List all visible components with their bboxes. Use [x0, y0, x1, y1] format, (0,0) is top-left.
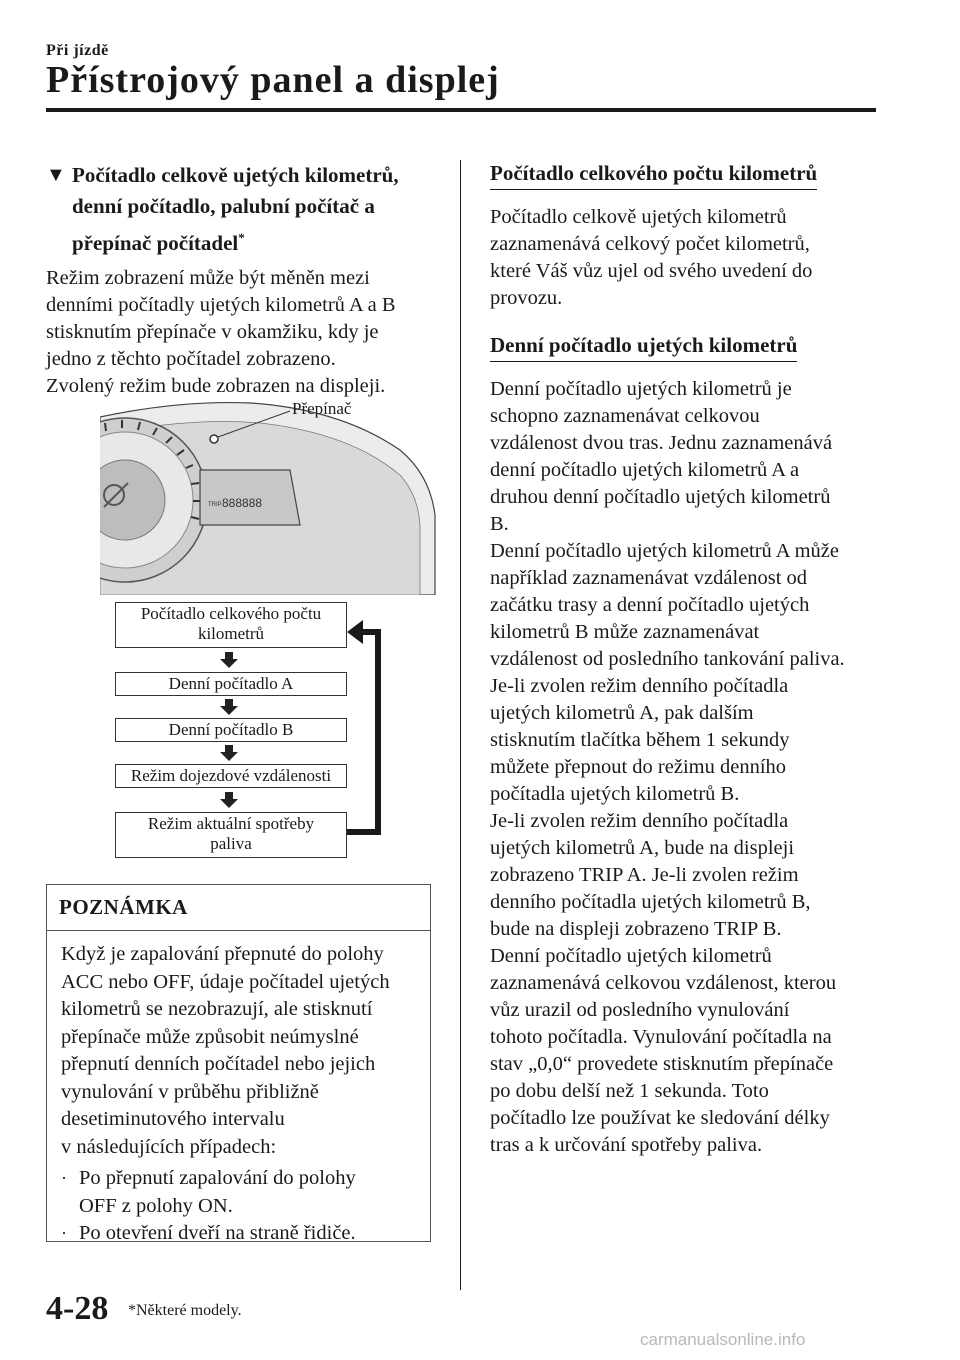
- flow-box-odometer: Počítadlo celkového počtu kilometrů: [115, 602, 347, 648]
- flow-box-trip-b: Denní počítadlo B: [115, 718, 347, 742]
- flow-box-trip-a: Denní počítadlo A: [115, 672, 347, 696]
- page-number: 4-28: [46, 1290, 109, 1327]
- page-title: Přístrojový panel a displej: [46, 59, 500, 101]
- heading-triangle-icon: ▼: [46, 164, 66, 186]
- column-divider: [460, 160, 461, 1290]
- arrow-down-icon: [220, 652, 238, 668]
- arrow-down-icon: [220, 792, 238, 808]
- flow-box-fuel-economy: Režim aktuální spotřeby paliva: [115, 812, 347, 858]
- bullet-dot-icon: ·: [61, 1223, 67, 1243]
- right-column: [490, 160, 880, 1159]
- note-body: Když je zapalování přepnuté do polohy ACC nebo OFF, údaje počítadel ujetých kilometrů se nezobrazují, ale stisknutí přepínače může způsobit neúmyslné přepnutí denních počítadel nebo jejich vynulování v průběhu přibližně desetiminutového intervalu v následujících případech: · Po přepnutí zapalování do polohy OFF z polohy ON. · Po otevření dveří na straně řidiče.: [47, 931, 430, 1248]
- odometer-paragraph: Počítadlo celkově ujetých kilometrů zaznamenává celkový počet kilometrů, které Váš vůz ujel od svého uvedení do provozu.: [490, 206, 813, 309]
- main-heading: [46, 160, 436, 259]
- selector-label: Přepínač: [292, 399, 352, 418]
- instrument-cluster-figure: [100, 395, 440, 595]
- return-arrow-icon: [345, 618, 385, 838]
- heading-line: přepínač počítadel: [72, 231, 239, 255]
- trip-meter-paragraph: Denní počítadlo ujetých kilometrů je schopno zaznamenávat celkovou vzdálenost dvou tras. Jednu zaznamenává denní počítadlo ujetých kilometrů A a druhou denní počítadlo ujetých kilometrů B. Denní počítadlo ujetých kilometrů A může například zaznamenávat vzdálenost od začátku trasy a denní počítadlo ujetých kilometrů B může zaznamenávat vzdálenost od posledního tankování paliva. Je-li zvolen režim denního počítadla ujetých kilometrů A, pak dalším stisknutím tlačítka během 1 sekundy můžete přepnout do režimu denního počítadla ujetých kilometrů B. Je-li zvolen režim denního počítadla ujetých kilometrů A, bude na displeji zobrazeno TRIP A. Je-li zvolen režim denního počítadla ujetých kilometrů B, bude na displeji zobrazeno TRIP B. Denní počítadlo ujetých kilometrů zaznamenává celkovou vzdálenost, kterou vůz urazil od posledního vynulování tohoto počítadla. Vynulování počítadla na stav „0,0“ provedete stisknutím přepínače po dobu delší než 1 sekunda. Toto počítadlo lze používat ke sledování délky tras a k určování spotřeby paliva.: [490, 378, 845, 1156]
- display-trip-label: TRIP: [208, 502, 222, 508]
- note-bullet: · Po přepnutí zapalování do polohy OFF z polohy ON.: [61, 1165, 418, 1220]
- cluster-illustration: [100, 395, 440, 595]
- section-label: Při jízdě: [46, 42, 109, 59]
- bullet-dot-icon: ·: [61, 1168, 67, 1188]
- header-rule: [46, 108, 876, 112]
- flow-box-range: Režim dojezdové vzdálenosti: [115, 764, 347, 788]
- heading-line: Počítadlo celkově ujetých kilometrů,: [72, 163, 399, 187]
- arrow-down-icon: [220, 745, 238, 761]
- selector-knob-icon: [210, 435, 218, 443]
- footnote: *Některé modely.: [128, 1302, 242, 1319]
- display-digits: 888888: [222, 496, 263, 510]
- trip-meter-heading: Denní počítadlo ujetých kilometrů: [490, 332, 797, 362]
- watermark: carmanualsonline.info: [640, 1330, 806, 1349]
- note-box: [46, 884, 431, 1242]
- left-column: [46, 160, 436, 400]
- arrow-down-icon: [220, 699, 238, 715]
- note-bullet: · Po otevření dveří na straně řidiče.: [61, 1220, 418, 1248]
- heading-asterisk: *: [238, 230, 245, 245]
- note-title: POZNÁMKA: [47, 885, 430, 931]
- odometer-heading: Počítadlo celkového počtu kilometrů: [490, 160, 817, 190]
- intro-paragraph: Režim zobrazení může být měněn mezi denními počítadly ujetých kilometrů A a B stisknutím přepínače v okamžiku, kdy je jedno z těchto počítadel zobrazeno. Zvolený režim bude zobrazen na displeji.: [46, 267, 396, 397]
- heading-line: denní počítadlo, palubní počítač a: [72, 194, 375, 218]
